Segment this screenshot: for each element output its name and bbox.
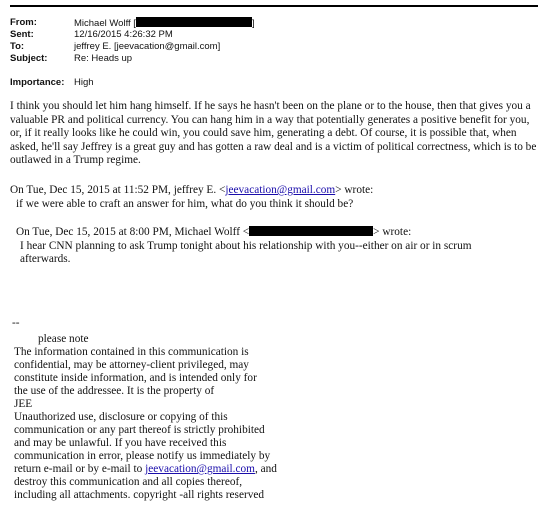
quote2-intro-suffix: > wrote: (373, 226, 412, 238)
quote1-intro-prefix: On Tue, Dec 15, 2015 at 11:52 PM, jeffrey E. < (10, 184, 226, 196)
to-label: To: (10, 41, 25, 52)
disclaimer-line: communication or any part thereof is strictly prohibited (14, 424, 265, 436)
email-link[interactable]: jeevacation@gmail.com (225, 184, 336, 196)
importance-label: Importance: (10, 77, 65, 88)
header-divider (10, 5, 538, 7)
disclaimer-email-line (14, 463, 277, 476)
to-value: jeffrey E. [jeevacation@gmail.com] (74, 41, 221, 52)
quote2-line1: I hear CNN planning to ask Trump tonight about his relationship with you--either on air or in scrum (20, 240, 472, 252)
body-paragraph: I think you should let him hang himself. If he says he hasn't been on the plane or to the house, then that gives you a valuable PR and political currency. You can hang him in a way that potentially generates a positive benefit for you, or, if it really looks like he could win, you could save him, generating a debt. Of course, it is possible that, when asked, he'll say Jeffrey is a great guy and has gotten a raw deal and is a victim of political correctness, which is to be outlawed in a Trump regime. (10, 100, 537, 166)
quote1-text: if we were able to craft an answer for him, what do you think it should be? (16, 198, 354, 210)
from-label: From: (10, 17, 37, 28)
redaction-block (136, 17, 252, 27)
disclaimer-line: JEE (14, 398, 33, 410)
disclaimer-line: confidential, may be attorney-client privileged, may (14, 359, 249, 371)
quote2-intro (16, 226, 411, 239)
disclaimer-email-prefix: return e-mail or by e-mail to (14, 463, 146, 475)
sent-value: 12/16/2015 4:26:32 PM (74, 29, 173, 40)
disclaimer-line: and may be unlawful. If you have received this (14, 437, 227, 449)
importance-value: High (74, 77, 94, 88)
disclaimer-line: The information contained in this communication is (14, 346, 249, 358)
disclaimer-line: constitute inside information, and is intended only for (14, 372, 257, 384)
quote2-intro-prefix: On Tue, Dec 15, 2015 at 8:00 PM, Michael Wolff < (16, 226, 250, 238)
disclaimer-line: the use of the addressee. It is the property of (14, 385, 215, 397)
disclaimer-email-suffix: , and (254, 463, 277, 475)
subject-value: Re: Heads up (74, 53, 133, 64)
redaction-block (249, 226, 373, 236)
disclaimer-line: destroy this communication and all copies thereof, (14, 476, 243, 488)
signature-note: please note (38, 333, 89, 345)
disclaimer-line: Unauthorized use, disclosure or copying of this (14, 411, 228, 423)
quote1-intro (10, 184, 373, 197)
disclaimer-line: communication in error, please notify us immediately by (14, 450, 271, 462)
from-suffix: ] (251, 18, 255, 29)
quote2-line2: afterwards. (20, 253, 71, 265)
sent-label: Sent: (10, 29, 34, 40)
quote1-intro-suffix: > wrote: (335, 184, 374, 196)
disclaimer-line: including all attachments. copyright -all rights reserved (14, 489, 265, 501)
email-link[interactable]: jeevacation@gmail.com (145, 463, 255, 475)
subject-label: Subject: (10, 53, 48, 64)
signature-dashes: -- (12, 317, 20, 329)
from-name: Michael Wolff [ (74, 18, 136, 29)
